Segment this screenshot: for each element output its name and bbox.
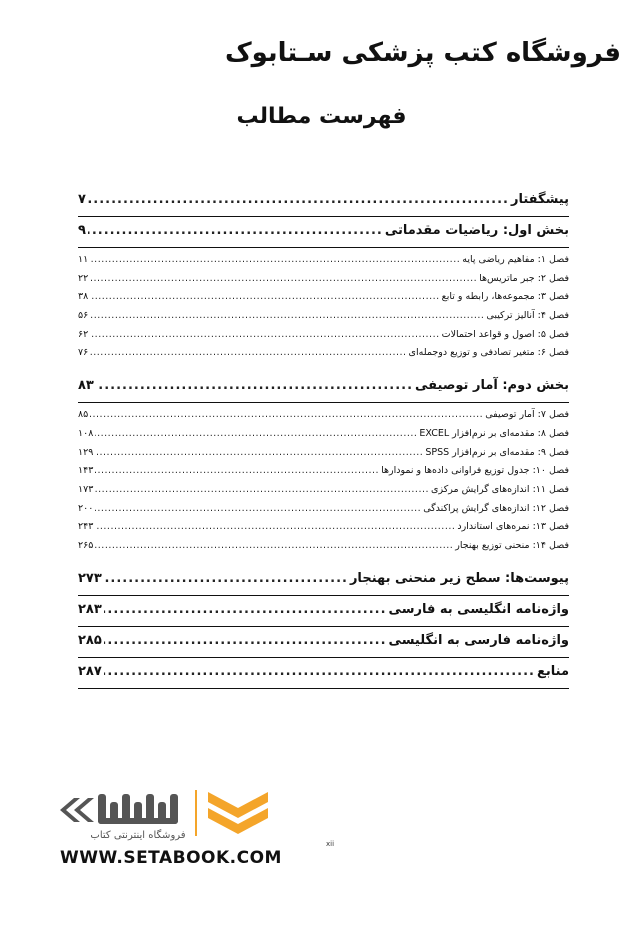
toc-chapter xyxy=(78,428,569,447)
dot-leader xyxy=(90,273,477,284)
toc-page-number: ۱۱ xyxy=(78,254,89,265)
dot-leader xyxy=(90,409,483,420)
dot-leader xyxy=(88,223,383,238)
toc-entry-title: فصل ۱۳: نمره‌های استاندارد xyxy=(457,521,569,533)
toc-page-number: ۲۲ xyxy=(78,272,89,284)
logo-tagline: فروشگاه اینترنتی کتاب xyxy=(90,830,186,841)
dot-leader xyxy=(95,503,421,514)
section-gap xyxy=(78,366,569,378)
toc-chapter xyxy=(78,329,569,348)
dot-leader xyxy=(95,521,455,532)
toc-page-number: ۷۶ xyxy=(78,347,89,359)
toc-entry-title: فصل ۶: متغیر تصادفی و توزیع دوجمله‌ای xyxy=(408,347,569,359)
toc-chapter xyxy=(78,347,569,366)
section-rule xyxy=(78,595,569,596)
dot-leader xyxy=(95,428,417,439)
toc-page-number: ۷ xyxy=(78,192,86,207)
toc-page-number: ۳۸ xyxy=(78,291,89,303)
dot-leader xyxy=(90,254,460,265)
dot-leader xyxy=(90,329,439,340)
toc-chapter xyxy=(78,447,569,466)
toc-page-number: ۲۸۵ xyxy=(78,632,102,648)
toc-section xyxy=(78,378,569,400)
toc-page-number: ۶۲ xyxy=(78,328,89,340)
toc-entry-title: پیوست‌ها: سطح زیر منحنی بهنجار xyxy=(349,570,569,586)
toc-page-number: ۲۶۵ xyxy=(78,539,94,551)
toc-page-number: ۲۷۳ xyxy=(78,570,102,586)
dot-leader xyxy=(95,484,429,495)
toc-page-number: ۱۷۳ xyxy=(78,483,94,495)
toc-chapter xyxy=(78,291,569,310)
toc-page-number: ۸۵ xyxy=(78,409,89,421)
section-gap xyxy=(78,559,569,571)
section-rule xyxy=(78,688,569,689)
section-rule xyxy=(78,402,569,403)
dot-leader xyxy=(88,192,509,207)
toc-entry-title: فصل ۱: مفاهیم ریاضی پایه xyxy=(462,254,569,265)
dot-leader xyxy=(90,291,439,302)
toc-entry-title: فصل ۷: آمار توصیفی xyxy=(485,409,569,421)
toc-page-number: ۵۶ xyxy=(78,310,89,322)
toc-section xyxy=(78,571,569,593)
toc-chapter xyxy=(78,254,569,273)
toc-entry-title: بخش اول: ریاضیات مقدماتی xyxy=(384,223,569,238)
toc-entry-title: فصل ۱۱: اندازه‌های گرایش مرکزی xyxy=(431,483,569,495)
dot-leader xyxy=(90,347,406,358)
section-rule xyxy=(78,626,569,627)
toc-page-number: ۲۸۳ xyxy=(78,601,102,617)
page-header: فروشگاه کتب پزشکی سـتابوک xyxy=(224,38,621,68)
website-url[interactable]: WWW.SETABOOK.COM xyxy=(60,848,282,868)
toc-section xyxy=(78,633,569,655)
dot-leader xyxy=(96,378,413,393)
toc-page-number: ۱۴۳ xyxy=(78,465,94,477)
toc-chapter xyxy=(78,465,569,484)
toc-page-number: ۲۰۰ xyxy=(78,502,94,514)
dot-leader xyxy=(104,633,387,648)
toc-section xyxy=(78,664,569,686)
toc-entry-title: بخش دوم: آمار توصیفی xyxy=(415,378,569,394)
toc-chapter xyxy=(78,484,569,503)
toc-entry-title: پیشگفتار xyxy=(510,192,569,207)
toc-page-number: ۲۸۷ xyxy=(78,663,102,679)
toc-page-number: ۸۳ xyxy=(78,378,94,394)
dot-leader xyxy=(104,602,387,617)
dot-leader xyxy=(90,310,484,321)
brand-wordmark-icon xyxy=(98,794,178,824)
toc-page-number: ۲۴۳ xyxy=(78,521,94,533)
section-rule xyxy=(78,216,569,217)
toc-chapter xyxy=(78,503,569,522)
toc-entry-title: منابع xyxy=(537,663,569,679)
toc-entry-title: فصل ۵: اصول و قواعد احتمالات xyxy=(441,328,569,340)
toc-chapter xyxy=(78,540,569,559)
toc-entry-title: فصل ۳: مجموعه‌ها، رابطه و تابع xyxy=(441,291,569,303)
toc-chapter xyxy=(78,310,569,329)
chevron-down-icon xyxy=(208,792,268,834)
page-number: xii xyxy=(326,840,335,848)
toc-entry-title: فصل ۹: مقدمه‌ای بر نرم‌افزار SPSS xyxy=(425,446,569,458)
dot-leader xyxy=(95,465,379,476)
toc-entry-title: واژه‌نامه فارسی به انگلیسی xyxy=(388,632,569,648)
toc-entry-title: فصل ۲: جبر ماتریس‌ها xyxy=(479,272,569,284)
section-rule xyxy=(78,657,569,658)
page-title: فهرست مطالب xyxy=(236,104,407,129)
dot-leader xyxy=(104,664,535,679)
table-of-contents xyxy=(78,192,569,695)
chevron-left-icon xyxy=(60,798,94,822)
toc-chapter xyxy=(78,521,569,540)
toc-entry-title: فصل ۱۴: منحنی توزیع بهنجار xyxy=(455,539,569,551)
toc-section xyxy=(78,602,569,624)
dot-leader xyxy=(104,571,348,586)
toc-chapter xyxy=(78,409,569,428)
toc-entry-title: فصل ۸: مقدمه‌ای بر نرم‌افزار EXCEL xyxy=(419,427,569,439)
toc-chapter xyxy=(78,273,569,292)
toc-page-number: ۹ xyxy=(78,223,86,238)
section-rule xyxy=(78,247,569,248)
toc-entry-title: فصل ۱۰: جدول توزیع فراوانی داده‌ها و نمودارها xyxy=(381,465,569,477)
toc-page-number: ۱۲۹ xyxy=(78,446,94,458)
toc-section xyxy=(78,223,569,245)
toc-section xyxy=(78,192,569,214)
toc-entry-title: فصل ۱۲: اندازه‌های گرایش پراکندگی xyxy=(423,502,569,514)
dot-leader xyxy=(95,447,423,458)
toc-page-number: ۱۰۸ xyxy=(78,427,94,439)
dot-leader xyxy=(95,540,453,551)
toc-entry-title: واژه‌نامه انگلیسی به فارسی xyxy=(388,601,569,617)
toc-entry-title: فصل ۴: آنالیز ترکیبی xyxy=(486,310,569,322)
